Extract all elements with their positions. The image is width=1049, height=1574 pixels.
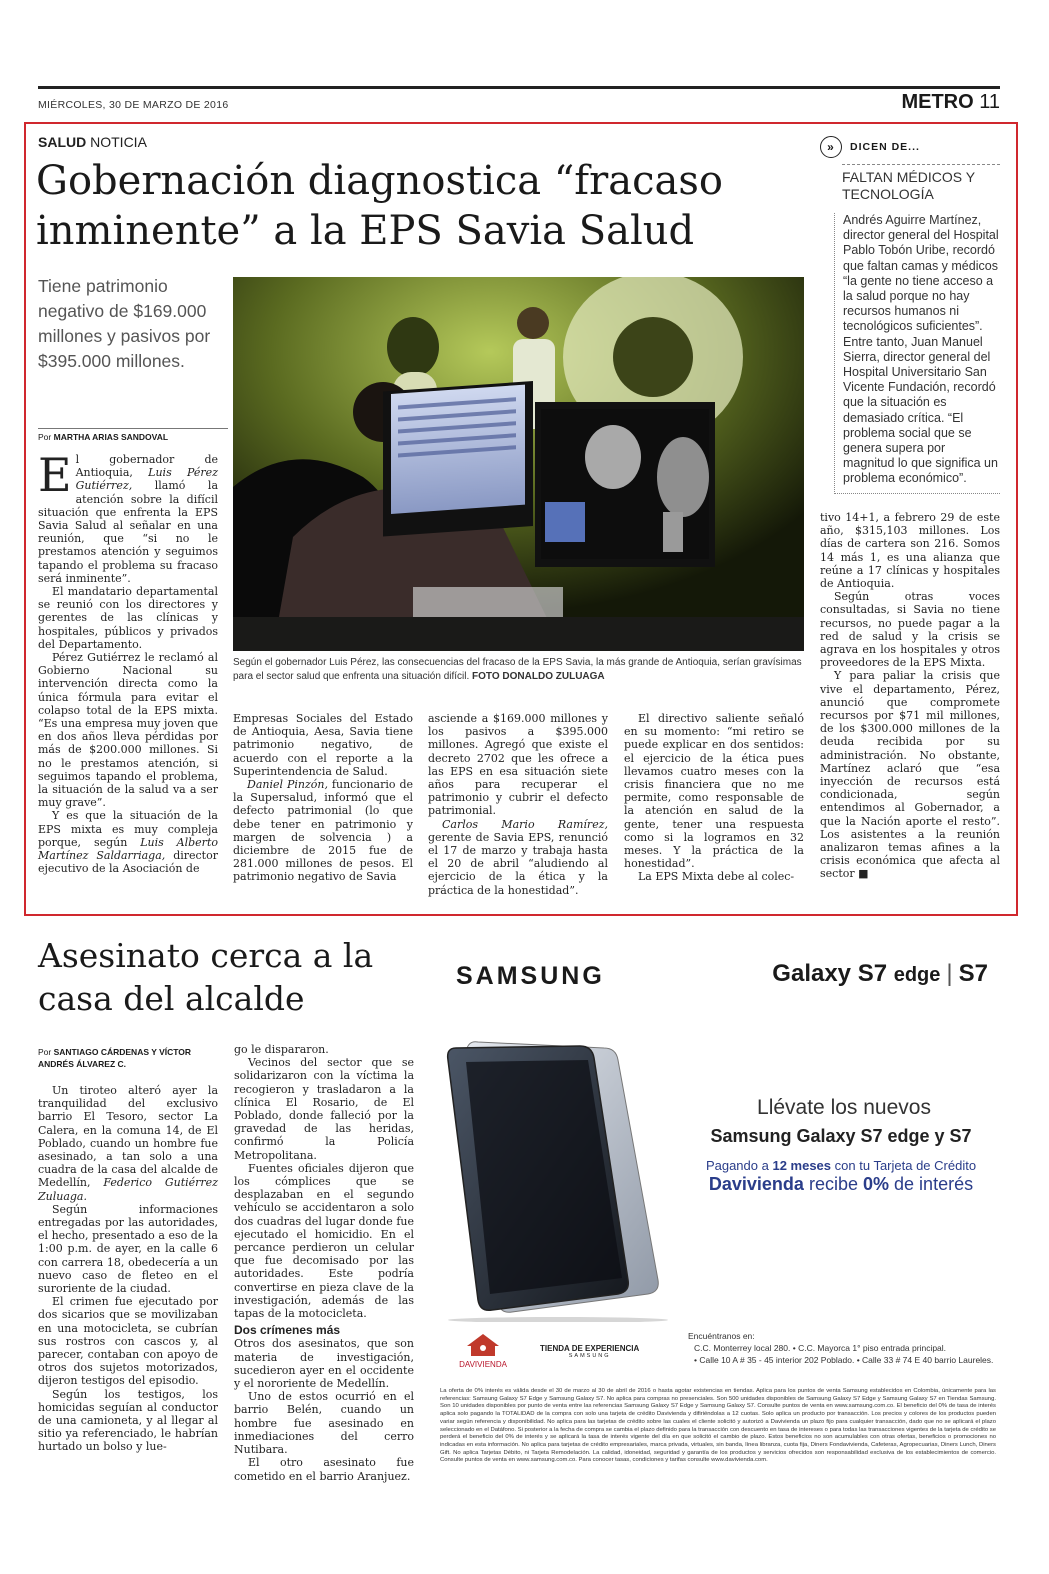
story-byline: [38, 428, 228, 442]
phone-image: [438, 1032, 688, 1322]
byline-prefix: Por: [38, 432, 52, 442]
issue-date: MIÉRCOLES, 30 DE MARZO DE 2016: [38, 99, 229, 111]
paragraph: Empresas Sociales del Estado de Antioquia, Aesa, Savia tiene patrimonio negativo, de acuerdo con el reporte a la Superintendencia de Salud.: [233, 712, 413, 778]
address-line: • Calle 10 A # 35 - 45 interior 202 Poblado. • Calle 33 # 74 E 40 barrio Laureles.: [694, 1355, 994, 1365]
sidebar-title: FALTAN MÉDICOS Y TECNOLOGÍA: [842, 164, 1000, 203]
person-name: Daniel Pinzón,: [247, 778, 328, 792]
paragraph: [428, 818, 608, 897]
caption-text: Según el gobernador Luis Pérez, las consecuencias del fracaso de la EPS Savia, la más grande de Antioquia, serían gravísimas para el sector salud que enfrenta una situación difícil.: [233, 657, 802, 682]
house-icon: [463, 1332, 503, 1358]
bank-name: Davivienda: [708, 1174, 804, 1194]
page-masthead: [38, 86, 1000, 116]
paragraph: Otros dos asesinatos, que son materia de investigación, sucedieron ayer en el occidente y el nororiente de Medellín.: [234, 1337, 414, 1391]
bank-logo-text: DAVIVIENDA: [459, 1360, 507, 1369]
ad-model-header: [772, 960, 988, 988]
text: Y es que la situación de la EPS mixta es muy compleja porque, según: [38, 809, 218, 849]
ad-footer-logos: [444, 1330, 994, 1376]
paragraph: asciende a $169.000 millones y los pasivos a $395.000 millones. Agregó que existe el decreto 2702 que les ofrece a las EPS en esa situación siete años para recuperar el patrimonio y cubrir el defecto patrimonial.: [428, 712, 608, 818]
story2-column-1: [38, 1084, 218, 1454]
quotes-sidebar: [820, 136, 1000, 494]
news-photo: [233, 277, 804, 651]
store-brand: SAMSUNG: [568, 1353, 611, 1359]
story-column-1: [38, 448, 218, 876]
paragraph: Pérez Gutiérrez le reclamó al Gobierno Nacional su intervención directa como la única fórmula para evitar el colapso total de la EPS mixta. “Es una empresa muy joven que en dos años lleva pérdidas por más de $200.000 millones. Si no le prestamos atención, si seguimos tapando el problema, la situación de la salud va a ser muy grave”.: [38, 651, 218, 810]
paragraph: Según los testigos, los homicidas seguían al conductor de una camioneta, y al llegar al sitio ya referenciado, le habrían hurtado un bolso y lue-: [38, 1387, 218, 1454]
ad-payment: [686, 1158, 996, 1173]
paragraph: El otro asesinato fue cometido en el barrio Aranjuez.: [234, 1456, 414, 1483]
model-variant: edge: [893, 964, 941, 986]
samsung-logo: SAMSUNG: [456, 962, 605, 990]
section-name: METRO: [901, 91, 974, 113]
ad-bank-offer: [686, 1174, 996, 1195]
text: recibe: [808, 1174, 858, 1194]
text: funcionario de la Supersalud, informó que el defecto patrimonial (lo que debe tener en patrimonio y margen de solvencia ) a diciembre de 2015 fue de 281.000 millones de pesos. El patrimonio negativo de Savia: [233, 778, 413, 884]
text: Y para paliar la crisis que vive el departamento, Pérez, anunció que compromete recursos por $71 mil millones, de los $300.000 millones de la deuda recibida por su administración. No obstante, Martínez aclaró que “esa inyección de recursos está condicionada, según entendimos al Gobernador, a que la Nación aporte el resto”. Los asistentes a la reunión analizaron temas afines a la crisis económica que afecta al sector: [820, 669, 1000, 881]
text: de interés: [894, 1174, 974, 1194]
paragraph: [38, 1084, 218, 1203]
paragraph: go le dispararon.: [234, 1043, 329, 1056]
story-kicker: [38, 134, 147, 150]
paragraph: [233, 778, 413, 884]
text: llamó la atención sobre la difícil situación que enfrenta la EPS Savia Salud al señalar en una reunión, que “si no le prestamos atención y seguimos tapando el problema su fracaso será inminente”.: [38, 479, 218, 585]
text: gerente de Savia EPS, renunció el 17 de marzo y trabaja hasta el 20 de abril “aludiendo al ejercicio de la ética y la práctica de la honestidad”.: [428, 830, 608, 897]
paragraph: tivo 14+1, a febrero 29 de este año, $315,103 millones. Los días de cartera son 216. Somos 14 más 1, es una alianza que reúne a 17 clínicas y hospitales de Antioquia.: [820, 511, 1000, 591]
byline-author: MARTHA ARIAS SANDOVAL: [53, 432, 169, 442]
paragraph: El directivo saliente señaló en su momento: “mi retiro se puede explicar en dos sentidos: el ejercicio de la ética pues llevamos cuatro meses con la crisis financiera que no me permite, como responsable de la atención en salud de la gente, tener una respuesta como si la logramos en 32 meses. Y la práctica de la honestidad”.: [624, 712, 804, 871]
paragraph: [38, 448, 218, 585]
photo-caption: [233, 656, 804, 684]
address-line: C.C. Monterrey local 280. • C.C. Mayorca 1° piso entrada principal.: [694, 1343, 947, 1353]
person-name: Federico Gutiérrez Zuluaga.: [38, 1176, 218, 1203]
story-headline: Gobernación diagnostica “fracaso inminente” a la EPS Savia Salud: [36, 158, 723, 254]
paragraph: Vecinos del sector que se solidarizaron con la víctima la recogieron y trasladaron a la clínica El Rosario, de El Poblado, donde falleció por la gravedad de las heridas, confirmó la Policía Metropolitana.: [234, 1056, 414, 1162]
store-name: TIENDA DE EXPERIENCIA: [540, 1344, 640, 1353]
section-title: [901, 91, 1000, 114]
byline-authors: SANTIAGO CÁRDENAS Y VÍCTOR ANDRÉS ÁLVAREZ C.: [38, 1047, 192, 1069]
paragraph: El crimen fue ejecutado por dos sicarios que se movilizaban en una motocicleta, se cubrían sus rostros con cascos y, al parecer, contaban con apoyo de otros dos sujetos motorizados, dijeron testigos del episodio.: [38, 1295, 218, 1388]
person-name: Carlos Mario Ramírez,: [442, 817, 608, 831]
model-name-2: S7: [958, 960, 988, 987]
text: Un tiroteo alteró ayer la tranquilidad del exclusivo barrio El Tesoro, sector La Calera, en la comuna 14, de El Poblado, cuando un hombre fue asesinado, a tan solo a una cuadra de la casa del alcalde de Medellín,: [38, 1084, 218, 1190]
ad-legal-text: La oferta de 0% interés es válida desde el 30 de marzo al 30 de abril de 2016 o hasta agotar existencias en tiendas. Aplica para los puntos de venta Samsung establecidos en Colombia, únicamente para las referencias: Samsung Galaxy S7 Edge y Samsung Galaxy S7. No aplica para compras no presenciales. Son 500 unidades disponibles de Samsung Galaxy S7 Edge y Samsung Galaxy S7 en Tiendas Samsung. Son 10 unidades disponibles por punto de venta entre las referencias Samsung Galaxy S7 Edge y Samsung Galaxy S7. Consulte puntos de venta en www.samsung.com.co. El beneficio del 0% de tasa de interés aplica solo pagando la TOTALIDAD de la compra con solo una tarjeta de crédito Davivienda y difiriéndolas a 12 cuotas. Solo aplica un producto por transacción. Los precios y colores de los productos pueden variar según referencia y disponibilidad. No aplica para las tarjetas de crédito sobre las cuales el cliente solicitó y autorizó a Davivienda un plazo fijo para cualquier transacción, dado que no se aplicará el plazo seleccionado en el Datáfono. Si posterior a la fecha de compra se cambia el plazo definido para la transacción con descuento en tasa de intereses o para todas las transacciones vigentes de la tarjeta de crédito se perderá el beneficio del 0% de interés y se aplicará la tasa de interés vigente del día en que solicitó el cambio de plazo. Estos beneficios no son acumulables con otras ofertas, beneficios o promociones no indicadas en esta información. No aplica para tarjetas de crédito empresariales, marca privada, virtuales, sin banda, línea libranza, cuota fija, Diners Fondavivienda, Cafeteras, Agropecuarias, Diners Lunch, Diners Gift. No aplica Tarjetas Débito, ni Tarjeta Remodelación. La calidad, idoneidad, seguridad y garantía de los productos y servicios ofrecidos son responsabilidad exclusiva de los establecimientos de comercio. Consulte puntos de venta en www.samsung.com.co. Para conocer tasas, condiciones y tarifas consulte www.davivienda.com.: [440, 1388, 996, 1464]
find-us-label: Encuéntranos en:: [688, 1331, 755, 1341]
story-column-2: [233, 712, 413, 884]
model-name: Galaxy S7: [772, 960, 888, 987]
paragraph: Según informaciones entregadas por las autoridades, el hecho, presentado a eso de la 1:00 p.m. de ayer, en la calle 6 con carrera 18, obedecería a un nuevo caso de fleteo en el suroriente de la ciudad.: [38, 1202, 218, 1296]
page-number: 11: [979, 91, 1000, 113]
photo-credit: DONALDO ZULUAGA: [502, 671, 605, 682]
samsung-advertisement: [424, 942, 1000, 1502]
byline-prefix: Por: [38, 1047, 52, 1057]
paragraph: El mandatario departamental se reunió con los directores y gerentes de las clínicas y hospitales, públicos y privados del Departamento.: [38, 585, 218, 651]
story-column-5: [820, 511, 1000, 881]
story-column-3: [428, 712, 608, 897]
text: 12 meses: [772, 1158, 832, 1173]
person-name: Luis Pérez Gutiérrez,: [75, 466, 218, 493]
drop-cap: E: [38, 448, 72, 502]
paragraph: Según otras voces consultadas, si Savia no tiene recursos, no puede pagar a la red de salud y la crisis se agrava en los hospitales y otros proveedores de la EPS Mixta.: [820, 590, 1000, 670]
kicker-section: SALUD: [38, 134, 87, 150]
hospital-photo-illustration: [233, 277, 804, 651]
person-name: Luis Alberto Martínez Saldarriaga,: [38, 835, 218, 863]
paragraph: [820, 669, 1000, 880]
end-mark: ■: [858, 867, 869, 881]
text: director ejecutivo de la Asociación de: [38, 849, 218, 876]
paragraph: [38, 809, 218, 875]
kicker-type: NOTICIA: [90, 134, 147, 150]
story-deck: Tiene patrimonio negativo de $169.000 millones y pasivos por $395.000 millones.: [38, 276, 211, 371]
paragraph: La EPS Mixta debe al colec-: [638, 870, 795, 884]
sidebar-body: Andrés Aguirre Martínez, director general del Hospital Pablo Tobón Uribe, recordó que faltan camas y médicos “la gente no tiene acceso a la salud porque no hay recursos humanos ni tecnológicos suficientes”. Entre tanto, Juan Manuel Sierra, director general del Hospital Universitario San Vicente Fundación, recordó que la situación es demasiado crítica. “El problema social que se genera supera por magnitud lo que significa un problema económico”.: [834, 213, 1000, 494]
text: con tu Tarjeta de Crédito: [834, 1158, 977, 1173]
davivienda-logo: [450, 1332, 516, 1369]
story-column-4: [624, 712, 804, 884]
rate: 0%: [863, 1174, 890, 1194]
ad-headline: Llévate los nuevos: [757, 1096, 931, 1119]
credit-prefix: FOTO: [472, 671, 500, 682]
text: l gobernador de Antioquia,: [75, 453, 218, 480]
paragraph: Fuentes oficiales dijeron que los cómplices que se desplazaban en el segundo vehículo se accidentaron a solo dos cuadras del lugar donde fue ejecutado el homicidio. En el percance perdieron un celular que fue decomisado por las autoridades. Este podría convertirse en pieza clave de la investigación, además de las tapas de la motocicleta.: [234, 1161, 414, 1321]
story2-headline: Asesinato cerca a la casa del alcalde: [38, 936, 374, 1018]
separator: |: [946, 960, 953, 987]
double-chevron-icon: »: [820, 136, 842, 158]
store-addresses: [688, 1330, 1008, 1366]
sidebar-label: DICEN DE...: [850, 141, 920, 153]
story2-byline: [38, 1046, 228, 1070]
story2-column-2: [234, 1043, 414, 1483]
paragraph: Uno de estos ocurrió en el barrio Belén, cuando un hombre fue asesinado en inmediaciones del cerro Nutibara.: [234, 1390, 414, 1457]
samsung-store-logo: [540, 1344, 639, 1359]
ad-model-line: Samsung Galaxy S7 edge y S7: [710, 1126, 972, 1146]
text: Pagando a: [705, 1158, 769, 1173]
story2-subhead: Dos crímenes más: [234, 1323, 341, 1338]
sidebar-header: [820, 136, 1000, 158]
